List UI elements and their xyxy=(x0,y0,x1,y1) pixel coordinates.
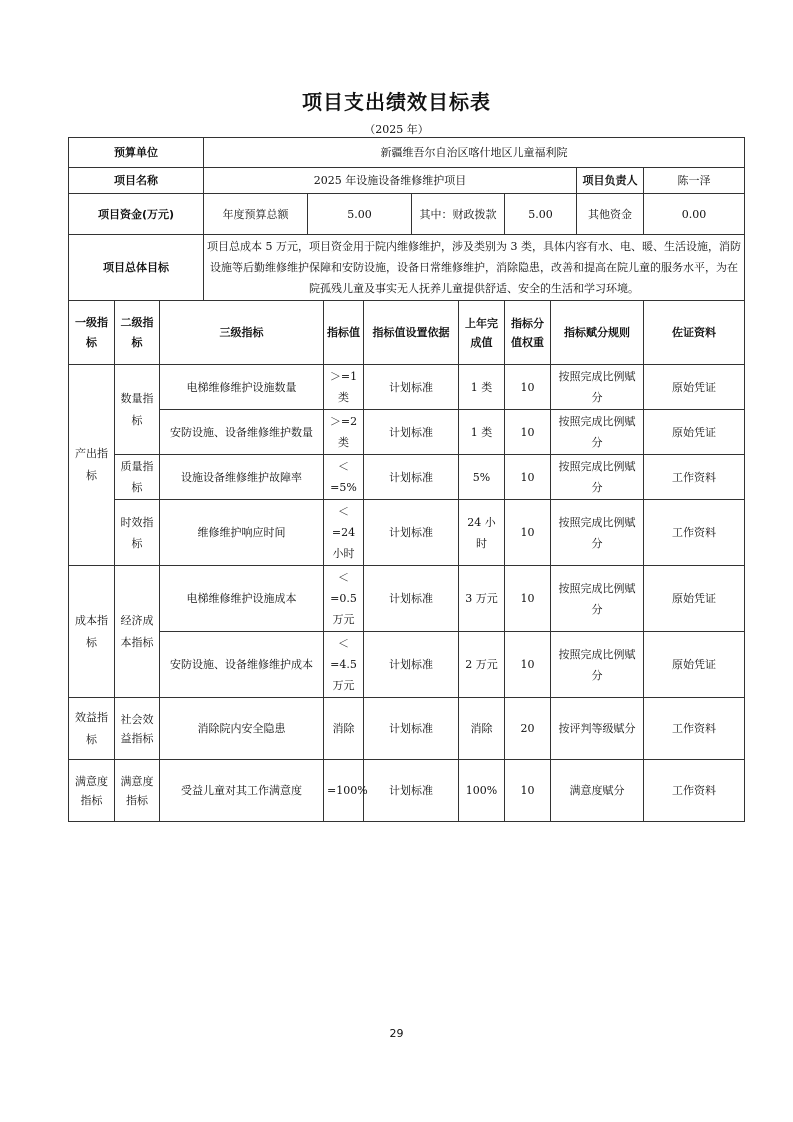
level3-cell: 安防设施、设备维修维护成本 xyxy=(160,632,324,698)
header-last-year: 上年完成值 xyxy=(459,301,505,365)
annual-value: 5.00 xyxy=(308,194,412,235)
evidence-cell: 工作资料 xyxy=(644,455,745,500)
level2-social: 社会效益指标 xyxy=(115,698,160,760)
last-year-cell: 消除 xyxy=(459,698,505,760)
page-number: 29 xyxy=(389,1027,404,1040)
fiscal-value: 5.00 xyxy=(505,194,577,235)
basis-cell: 计划标准 xyxy=(364,632,459,698)
fiscal-label: 其中：财政拨款 xyxy=(412,194,505,235)
evidence-cell: 工作资料 xyxy=(644,698,745,760)
level2-economic: 经济成本指标 xyxy=(115,566,160,698)
value-cell: =100% xyxy=(324,760,364,822)
last-year-cell: 100% xyxy=(459,760,505,822)
basis-cell: 计划标准 xyxy=(364,698,459,760)
basis-cell: 计划标准 xyxy=(364,365,459,410)
header-level2: 二级指标 xyxy=(115,301,160,365)
value-cell: ＜ =4.5 万元 xyxy=(324,632,364,698)
basis-cell: 计划标准 xyxy=(364,566,459,632)
table-row xyxy=(69,566,745,632)
basis-cell: 计划标准 xyxy=(364,760,459,822)
basis-cell: 计划标准 xyxy=(364,455,459,500)
table-row xyxy=(69,698,745,760)
level3-cell: 电梯维修维护设施数量 xyxy=(160,365,324,410)
level3-cell: 消除院内安全隐患 xyxy=(160,698,324,760)
rule-cell: 按照完成比例赋分 xyxy=(551,632,644,698)
header-rule: 指标赋分规则 xyxy=(551,301,644,365)
page-title: 项目支出绩效目标表 xyxy=(302,90,491,114)
evidence-cell: 原始凭证 xyxy=(644,365,745,410)
level1-benefit: 效益指标 xyxy=(69,698,115,760)
value-cell: ＞=1 类 xyxy=(324,365,364,410)
level3-cell: 维修维护响应时间 xyxy=(160,500,324,566)
basis-cell: 计划标准 xyxy=(364,500,459,566)
last-year-cell: 24 小时 xyxy=(459,500,505,566)
annual-label: 年度预算总额 xyxy=(204,194,308,235)
weight-cell: 10 xyxy=(505,760,551,822)
weight-cell: 10 xyxy=(505,365,551,410)
table-row xyxy=(69,455,745,500)
goal-text: 项目总成本 5 万元，项目资金用于院内维修维护，涉及类别为 3 类，具体内容有水、电、暖、生活设施，消防设施等后勤维修维护保障和安防设施，设备日常维修维护，消除隐患，改善和提高在院儿童的服务水平，为在院孤残儿童及事实无人抚养儿童提供舒适、安全的生活和学习环境。 xyxy=(204,235,745,301)
level2-satisfaction: 满意度指标 xyxy=(115,760,160,822)
header-level3: 三级指标 xyxy=(160,301,324,365)
goal-label: 项目总体目标 xyxy=(69,235,204,301)
level3-cell: 设施设备维修维护故障率 xyxy=(160,455,324,500)
weight-cell: 10 xyxy=(505,566,551,632)
level1-output: 产出指标 xyxy=(69,365,115,566)
table-row xyxy=(69,410,745,455)
last-year-cell: 1 类 xyxy=(459,365,505,410)
table-row xyxy=(69,760,745,822)
last-year-cell: 2 万元 xyxy=(459,632,505,698)
weight-cell: 10 xyxy=(505,410,551,455)
level2-quality: 质量指标 xyxy=(115,455,160,500)
rule-cell: 满意度赋分 xyxy=(551,760,644,822)
value-cell: ＞=2 类 xyxy=(324,410,364,455)
value-cell: ＜ =0.5 万元 xyxy=(324,566,364,632)
rule-cell: 按照完成比例赋分 xyxy=(551,455,644,500)
header-evidence: 佐证资料 xyxy=(644,301,745,365)
rule-cell: 按照完成比例赋分 xyxy=(551,365,644,410)
evidence-cell: 工作资料 xyxy=(644,760,745,822)
last-year-cell: 1 类 xyxy=(459,410,505,455)
year-label: （2025 年） xyxy=(364,123,429,136)
level2-quantity: 数量指标 xyxy=(115,365,160,455)
weight-cell: 20 xyxy=(505,698,551,760)
header-level1: 一级指标 xyxy=(69,301,115,365)
leader-label: 项目负责人 xyxy=(577,168,644,194)
last-year-cell: 5% xyxy=(459,455,505,500)
header-row xyxy=(69,301,745,365)
rule-cell: 按照完成比例赋分 xyxy=(551,566,644,632)
rule-cell: 按照完成比例赋分 xyxy=(551,500,644,566)
level1-cost: 成本指标 xyxy=(69,566,115,698)
table-row xyxy=(69,632,745,698)
value-cell: ＜=5% xyxy=(324,455,364,500)
unit-value: 新疆维吾尔自治区喀什地区儿童福利院 xyxy=(204,138,745,168)
weight-cell: 10 xyxy=(505,455,551,500)
header-basis: 指标值设置依据 xyxy=(364,301,459,365)
weight-cell: 10 xyxy=(505,500,551,566)
funds-row xyxy=(69,194,745,235)
project-value: 2025 年设施设备维修维护项目 xyxy=(204,168,577,194)
level3-cell: 安防设施、设备维修维护数量 xyxy=(160,410,324,455)
performance-table xyxy=(68,137,745,822)
weight-cell: 10 xyxy=(505,632,551,698)
level3-cell: 受益儿童对其工作满意度 xyxy=(160,760,324,822)
level2-time: 时效指标 xyxy=(115,500,160,566)
evidence-cell: 原始凭证 xyxy=(644,632,745,698)
unit-label: 预算单位 xyxy=(69,138,204,168)
unit-row xyxy=(69,138,745,168)
level3-cell: 电梯维修维护设施成本 xyxy=(160,566,324,632)
evidence-cell: 原始凭证 xyxy=(644,410,745,455)
other-label: 其他资金 xyxy=(577,194,644,235)
table-row xyxy=(69,500,745,566)
header-weight: 指标分值权重 xyxy=(505,301,551,365)
project-label: 项目名称 xyxy=(69,168,204,194)
last-year-cell: 3 万元 xyxy=(459,566,505,632)
value-cell: ＜=24 小时 xyxy=(324,500,364,566)
basis-cell: 计划标准 xyxy=(364,410,459,455)
goal-row xyxy=(69,235,745,301)
project-row xyxy=(69,168,745,194)
value-cell: 消除 xyxy=(324,698,364,760)
header-value: 指标值 xyxy=(324,301,364,365)
other-value: 0.00 xyxy=(644,194,745,235)
table-row xyxy=(69,365,745,410)
rule-cell: 按评判等级赋分 xyxy=(551,698,644,760)
evidence-cell: 工作资料 xyxy=(644,500,745,566)
funds-label: 项目资金(万元) xyxy=(69,194,204,235)
rule-cell: 按照完成比例赋分 xyxy=(551,410,644,455)
evidence-cell: 原始凭证 xyxy=(644,566,745,632)
level1-satisfaction: 满意度指标 xyxy=(69,760,115,822)
leader-value: 陈一泽 xyxy=(644,168,745,194)
